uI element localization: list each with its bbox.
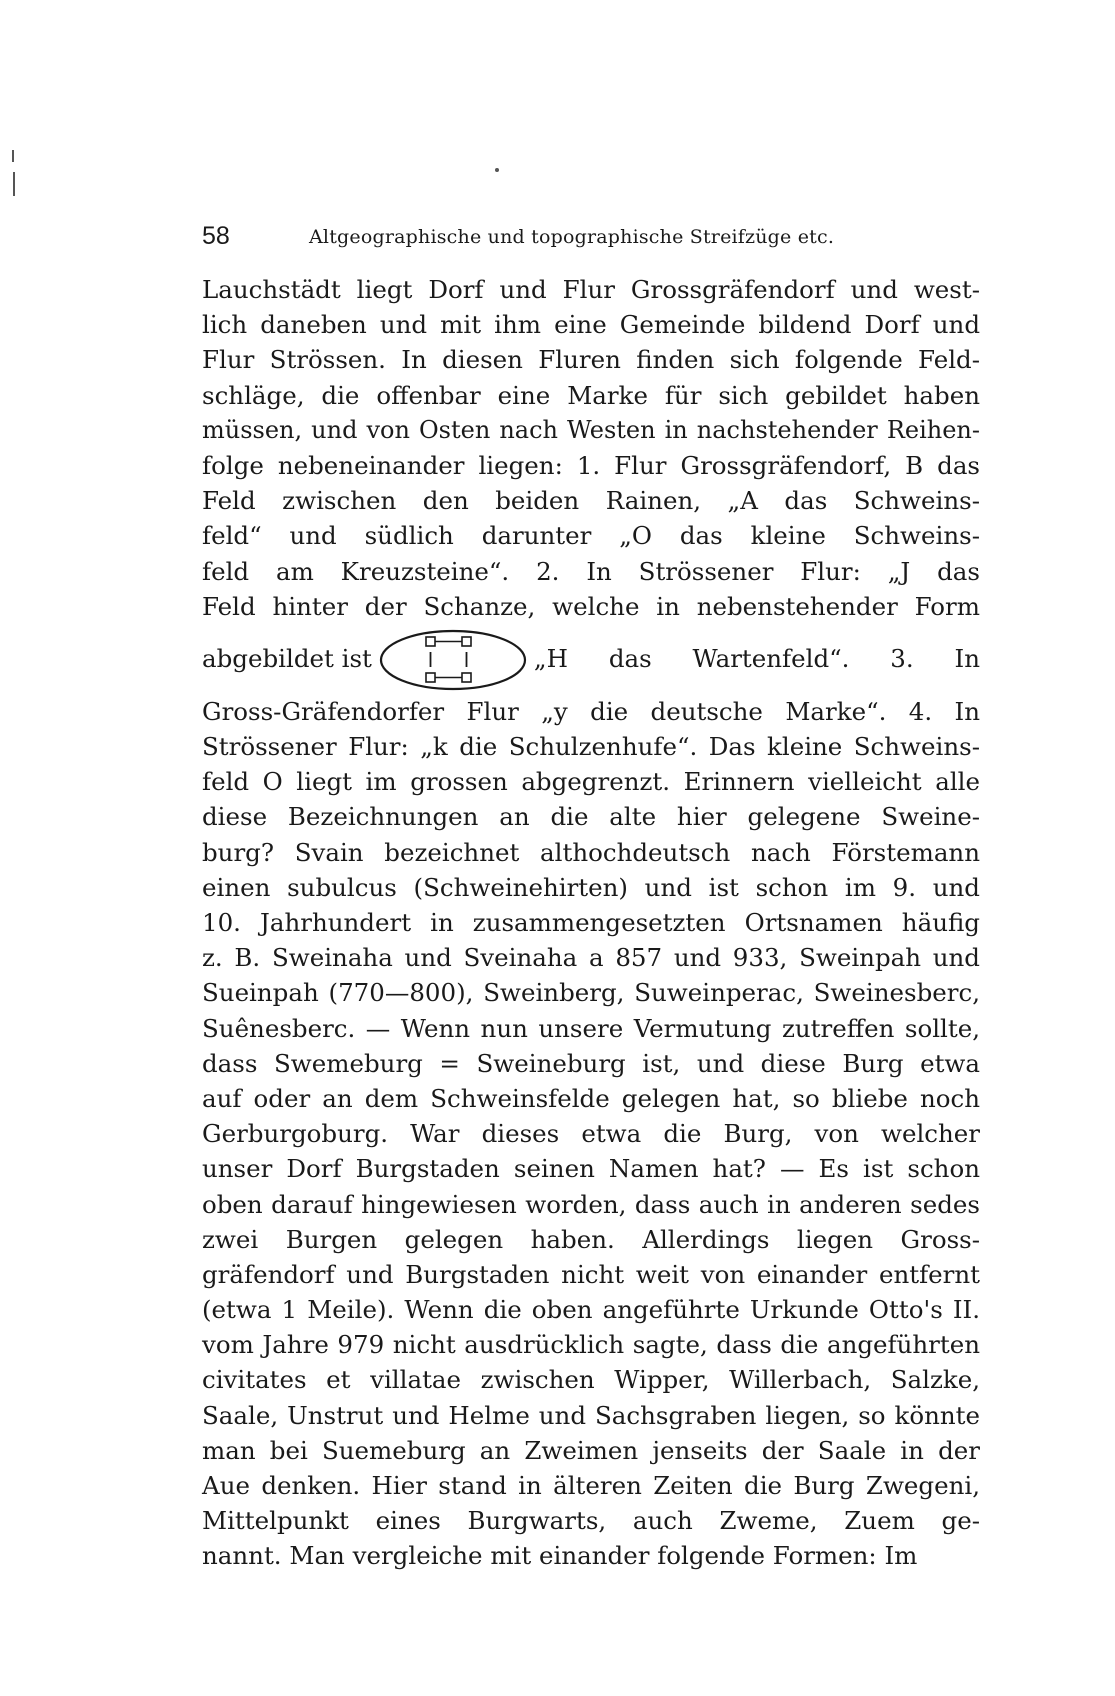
text-line: Mittelpunkt eines Burgwarts, auch Zweme, Zuem ge- (202, 1506, 980, 1536)
text-line: Suênesberc. — Wenn nun unsere Vermutung zutreffen sollte, (202, 1013, 980, 1043)
text-line: Sueinpah (770—800), Sweinberg, Suweinperac, Sweinesberc, (202, 978, 980, 1008)
text-line: unser Dorf Burgstaden seinen Namen hat? — Es ist schon (202, 1154, 980, 1184)
text-line: Strössener Flur: „k die Schulzenhufe“. Das kleine Schweins- (202, 732, 980, 762)
text-line: folge nebeneinander liegen: 1. Flur Grossgräfendorf, B das (202, 450, 980, 480)
text-line: feld“ und südlich darunter „O das kleine Schweins- (202, 521, 980, 551)
text-line: z. B. Sweinaha und Sveinaha a 857 und 933, Sweinpah und (202, 943, 980, 973)
figure-line (202, 626, 980, 692)
text-line: nannt. Man vergleiche mit einander folgende Formen: Im (202, 1541, 918, 1571)
text-line: civitates et villatae zwischen Wipper, Willerbach, Salzke, (202, 1365, 980, 1395)
figure-trail-text: „H das Wartenfeld“. 3. In (533, 644, 980, 674)
page-header (202, 222, 982, 256)
text-line: Feld zwischen den beiden Rainen, „A das Schweins- (202, 486, 980, 516)
text-line: feld O liegt im grossen abgegrenzt. Erinnern vielleicht alle (202, 767, 980, 797)
text-line: Gross-Gräfendorfer Flur „y die deutsche Marke“. 4. In (202, 696, 980, 726)
text-line: Feld hinter der Schanze, welche in nebenstehender Form (202, 591, 980, 621)
running-title: Altgeographische und topographische Streifzüge etc. (309, 226, 835, 248)
schanze-figure (378, 627, 528, 691)
text-line: burg? Svain bezeichnet althochdeutsch nach Förstemann (202, 837, 980, 867)
margin-mark (495, 168, 499, 172)
text-line: auf oder an dem Schweinsfelde gelegen hat, so bliebe noch (202, 1083, 980, 1113)
figure-lead-text: abgebildet ist (202, 644, 372, 674)
text-line: Flur Strössen. In diesen Fluren finden sich folgende Feld- (202, 345, 980, 375)
text-line: 10. Jahrhundert in zusammengesetzten Ortsnamen häufig (202, 908, 980, 937)
text-line: vom Jahre 979 nicht ausdrücklich sagte, dass die angeführten (202, 1330, 980, 1360)
text-line: Saale, Unstrut und Helme und Sachsgraben liegen, so könnte (202, 1400, 980, 1430)
text-line: einen subulcus (Schweinehirten) und ist schon im 9. und (202, 872, 980, 902)
text-line: gräfendorf und Burgstaden nicht weit von einander entfernt (202, 1259, 980, 1289)
text-line: (etwa 1 Meile). Wenn die oben angeführte Urkunde Otto's II. (202, 1295, 980, 1325)
margin-mark (13, 172, 15, 196)
text-line: diese Bezeichnungen an die alte hier gelegene Sweine- (202, 802, 980, 832)
text-line: Aue denken. Hier stand in älteren Zeiten die Burg Zwegeni, (202, 1471, 980, 1500)
text-line: zwei Burgen gelegen haben. Allerdings liegen Gross- (202, 1224, 980, 1254)
text-line: Gerburgoburg. War dieses etwa die Burg, von welcher (202, 1119, 980, 1149)
text-line: schläge, die offenbar eine Marke für sich gebildet haben (202, 380, 980, 410)
body-text (202, 272, 980, 1574)
text-line: feld am Kreuzsteine“. 2. In Strössener Flur: „J das (202, 556, 980, 586)
text-line: man bei Suemeburg an Zweimen jenseits der Saale in der (202, 1435, 980, 1465)
margin-mark (12, 150, 14, 162)
text-line: lich daneben und mit ihm eine Gemeinde bildend Dorf und (202, 310, 980, 340)
text-line: dass Swemeburg = Sweineburg ist, und diese Burg etwa (202, 1048, 980, 1078)
text-line: oben darauf hingewiesen worden, dass auch in anderen sedes (202, 1189, 980, 1219)
text-line: Lauchstädt liegt Dorf und Flur Grossgräfendorf und west- (202, 275, 980, 304)
text-line: müssen, und von Osten nach Westen in nachstehender Reihen- (202, 415, 980, 444)
page-number: 58 (202, 222, 230, 250)
